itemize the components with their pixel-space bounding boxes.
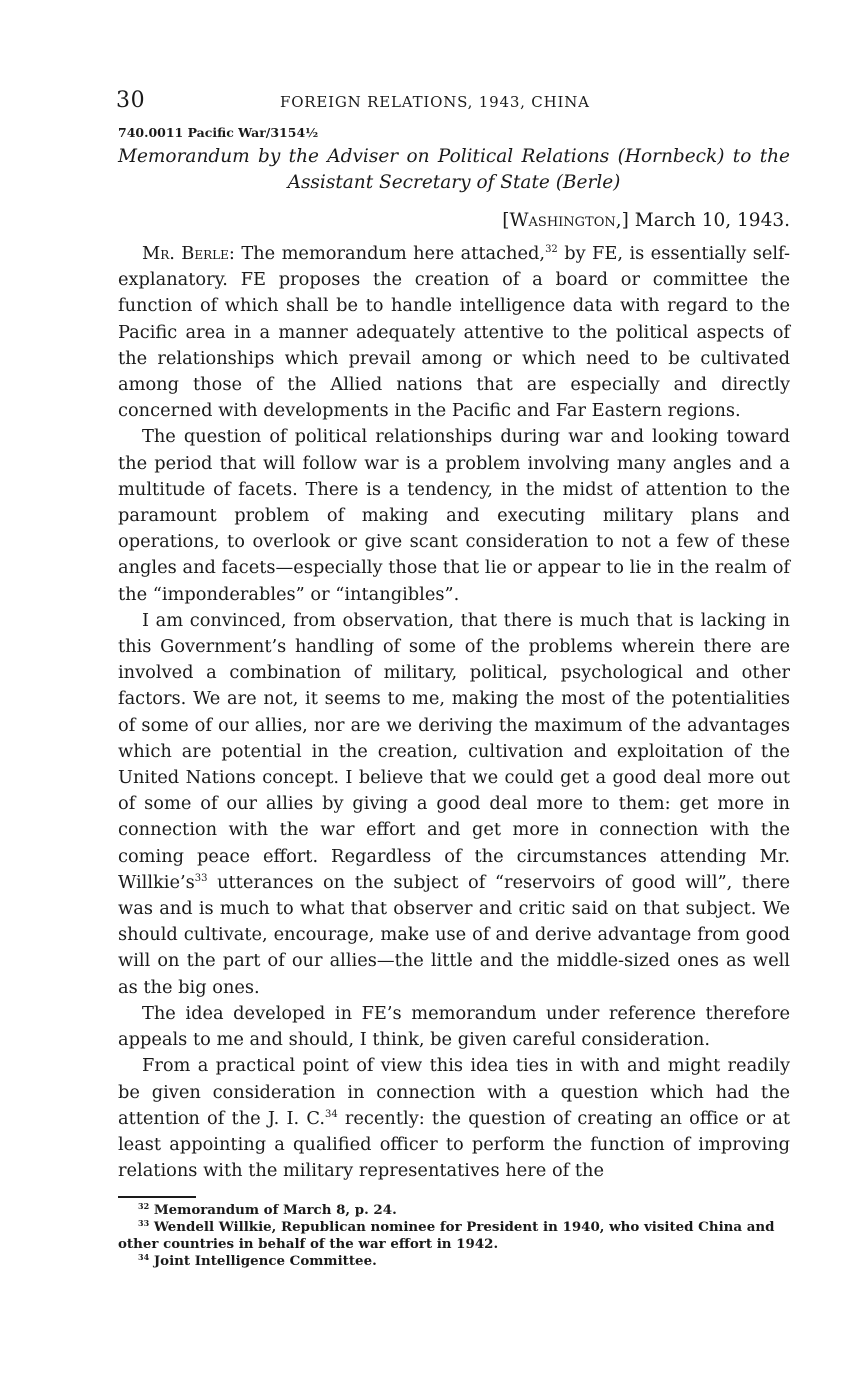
paragraph-5-text-a: From a practical point of view this idea ties in with and might readily be given consideration in connection with a question which had the attention of the J. I. C. — [118, 1055, 790, 1129]
footnote-34 — [118, 1253, 790, 1270]
paragraph-2: The question of political relationships during war and looking toward the period that will follow war is a problem involving many angles and a multitude of facets. There is a tendency, in the midst of attention to the paramount problem of making and executing military plans and operations, to overlook or give scant consideration to not a few of these angles and facets—especially those that lie or appear to lie in the realm of the “imponderables” or “intangibles”. — [118, 426, 790, 605]
running-title: FOREIGN RELATIONS, 1943, CHINA — [280, 93, 590, 111]
paragraph-3-text-a: I am convinced, from observation, that there is much that is lacking in this Government’s handling of some of the problems wherein there are involved a combination of military, political, psychological and other factors. We are not, it seems to me, making the most of the potentialities of some of our allies, nor are we deriving the maximum of the advantages which are potential in the creation, cultivation and exploitation of the United Nations concept. I believe that we could get a good deal more out of some of our allies by giving a good deal more to them: get more in connection with the war effort and get more in connection with the coming peace effort. Regardless of the circumstances attending Mr. Willkie’s — [118, 609, 790, 893]
memorandum-body — [118, 241, 790, 1184]
running-header — [118, 88, 790, 116]
paragraph-5 — [118, 1053, 790, 1184]
dateline-date: March 10, 1943. — [634, 210, 790, 231]
salutation: Mr. Berle — [142, 243, 229, 264]
paragraph-1-text-a: : The memorandum here attached, — [228, 243, 546, 264]
document-title: Memorandum by the Adviser on Political Relations (Hornbeck) to the Assistant Secretary of State (Berle) — [118, 146, 790, 193]
paragraph-5-text-b: recently: the question of creating an office or at least appointing a qualified officer to perform the function of improving relations with the military representatives here of the — [118, 1107, 790, 1182]
dateline — [118, 208, 790, 234]
footnote-34-marker: 34 — [138, 1252, 150, 1263]
footnotes — [118, 1202, 790, 1270]
file-number: 740.0011 Pacific War/3154½ — [118, 125, 319, 140]
footnote-divider — [118, 1196, 196, 1198]
paragraph-3-text-b: utterances on the subject of “reservoirs of good will”, there was and is much to what that observer and critic said on that subject. We should cultivate, encourage, make use of and derive advantage from good will on the part of our allies—the little and the middle-sized ones as well as the big ones. — [118, 871, 790, 998]
footnote-ref-33: 33 — [194, 872, 208, 884]
paragraph-1-text-b: by FE, is essentially self-explanatory. FE proposes the creation of a board or committee the function of which shall be to handle intelligence data with regard to the Pacific area in a manner adequately attentive to the political aspects of the relationships which prevail among or which need to be cultivated among those of the Allied nations that are especially and directly concerned with developments in the Pacific and Far Eastern regions. — [118, 243, 790, 422]
document-page — [118, 88, 790, 1270]
footnote-33 — [118, 1219, 790, 1253]
footnote-33-marker: 33 — [138, 1218, 150, 1229]
footnote-33-text: Wendell Willkie, Republican nominee for President in 1940, who visited China and other countries in behalf of the war effort in 1942. — [118, 1219, 775, 1253]
paragraph-1 — [118, 241, 790, 424]
footnote-ref-34: 34 — [324, 1108, 338, 1120]
paragraph-3 — [118, 608, 790, 1001]
footnote-32-marker: 32 — [138, 1201, 150, 1212]
footnote-34-text: Joint Intelligence Committee. — [153, 1253, 377, 1270]
paragraph-4: The idea developed in FE’s memorandum under reference therefore appeals to me and should, I think, be given careful consideration. — [118, 1002, 790, 1051]
footnote-ref-32: 32 — [545, 244, 558, 255]
footnote-32-text: Memorandum of March 8, p. 24. — [153, 1202, 397, 1219]
dateline-place: [Washington,] — [502, 210, 629, 231]
footnote-32 — [118, 1202, 790, 1219]
page-number: 30 — [116, 88, 146, 113]
